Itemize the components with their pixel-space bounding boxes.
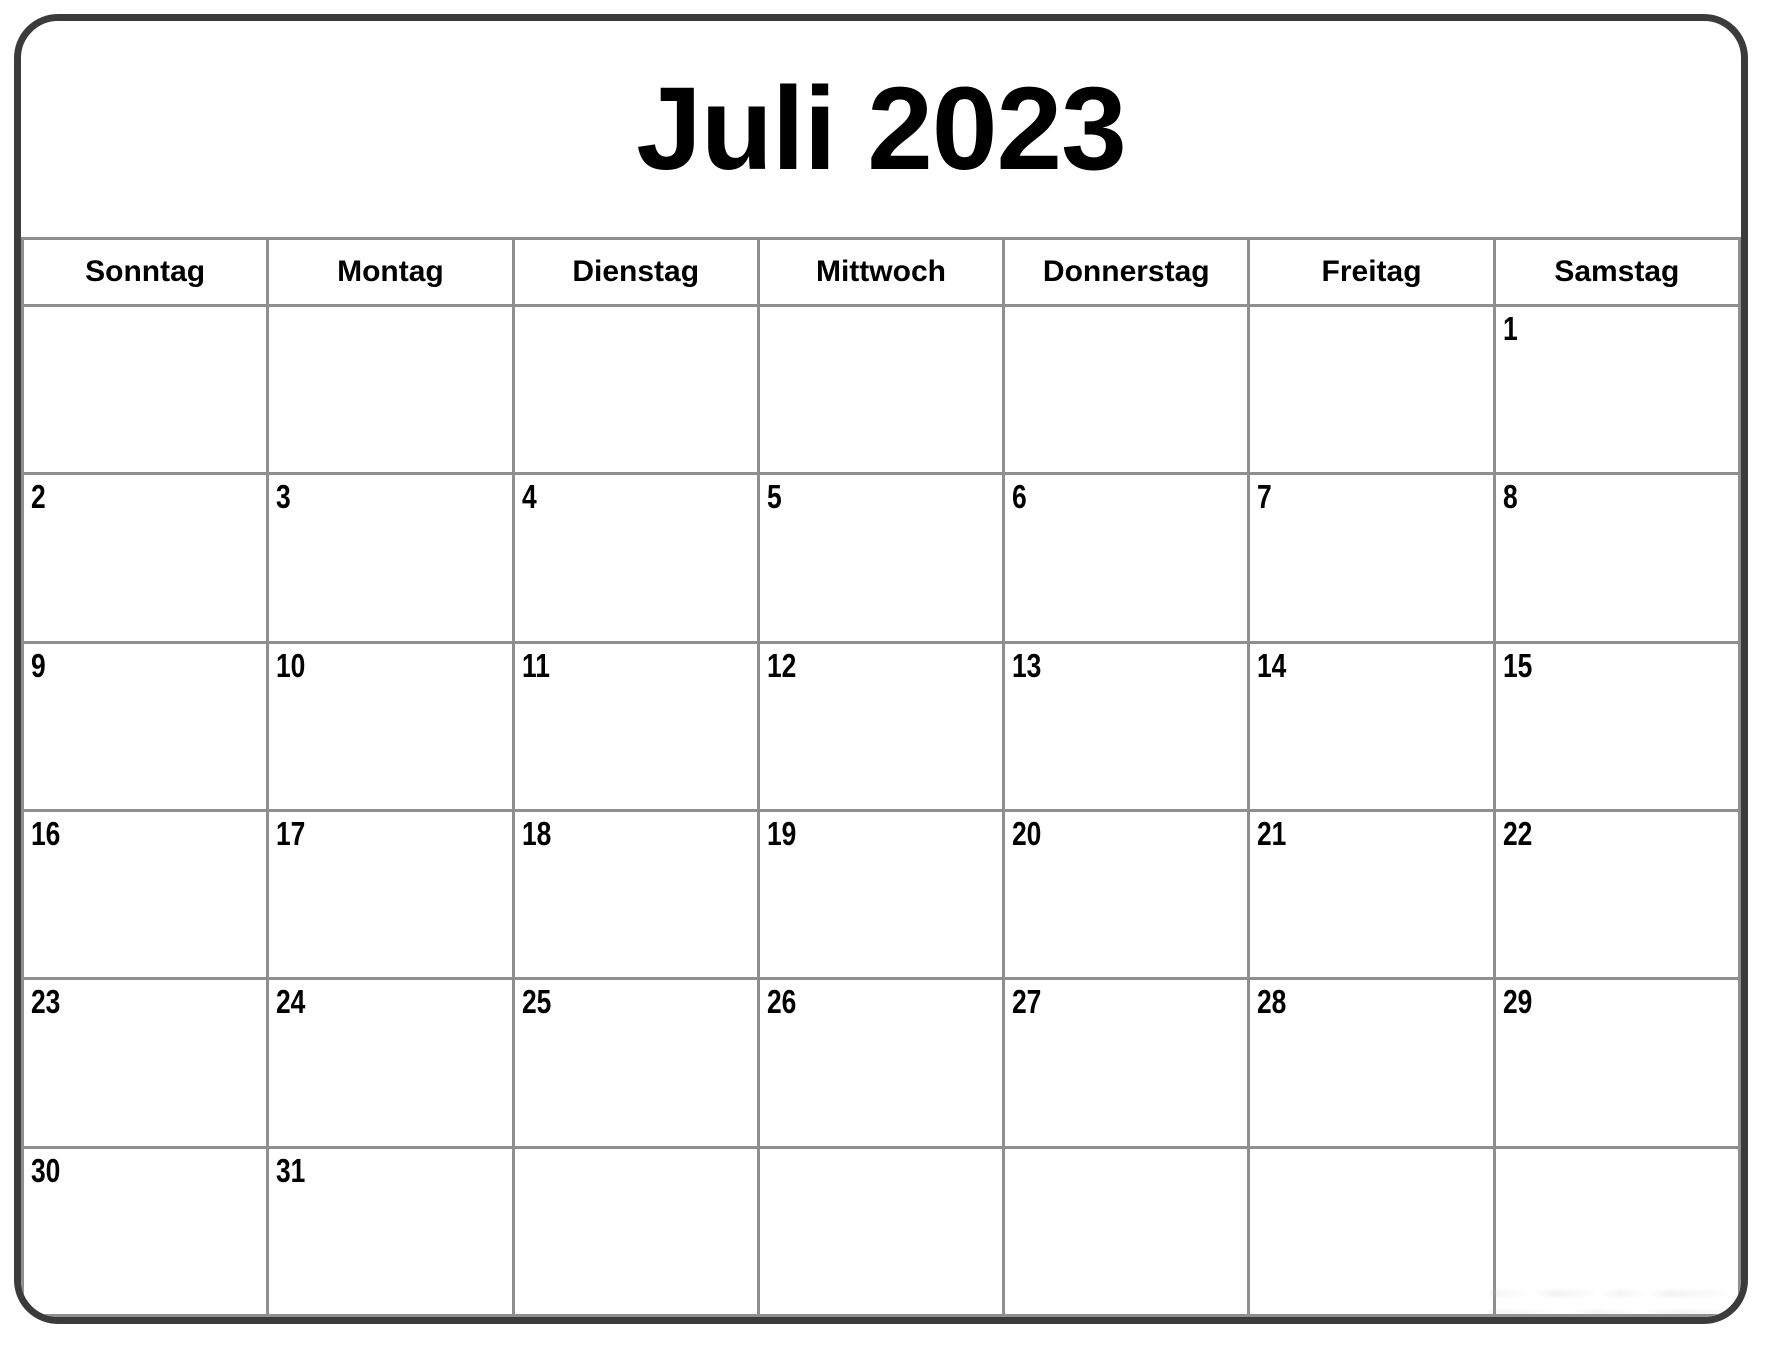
day-cell-13 [1004,642,1249,810]
day-number: 22 [1502,814,1533,852]
day-number: 5 [766,478,782,516]
day-cell-11 [513,642,758,810]
week-row-4 [23,810,1740,978]
week-row-2 [23,474,1740,642]
day-cell-25 [513,979,758,1147]
day-cell-12 [758,642,1003,810]
day-cell-28 [1249,979,1494,1147]
day-number: 25 [521,983,551,1021]
day-number: 17 [276,814,306,852]
day-cell-2 [23,474,268,642]
day-number: 3 [276,478,291,516]
weekday-header-freitag: Freitag [1249,239,1494,306]
weekday-header-donnerstag: Donnerstag [1004,239,1249,306]
day-cell [23,306,268,474]
day-cell [1494,1147,1739,1315]
day-number: 28 [1257,983,1287,1021]
day-number: 30 [31,1151,61,1189]
day-number: 7 [1257,478,1273,516]
day-cell-24 [268,979,513,1147]
day-cell-10 [268,642,513,810]
day-cell-23 [23,979,268,1147]
day-number: 11 [521,646,550,684]
day-cell [1249,306,1494,474]
day-cell-6 [1004,474,1249,642]
day-number: 1 [1502,310,1518,347]
day-cell [758,1147,1003,1315]
day-number: 4 [521,478,537,516]
calendar-frame [14,14,1748,1324]
day-cell-22 [1494,810,1739,978]
day-number: 21 [1257,814,1287,852]
weekday-header-sonntag: Sonntag [23,239,268,306]
day-cell-9 [23,642,268,810]
day-number: 24 [276,983,306,1021]
day-cell-18 [513,810,758,978]
day-number: 20 [1012,814,1042,852]
day-cell-4 [513,474,758,642]
week-row-3 [23,642,1740,810]
day-cell-21 [1249,810,1494,978]
day-cell-31 [268,1147,513,1315]
day-number: 19 [766,814,797,852]
day-number: 29 [1502,983,1533,1021]
day-cell-17 [268,810,513,978]
day-number: 23 [31,983,61,1021]
day-cell-27 [1004,979,1249,1147]
day-number: 26 [766,983,797,1021]
day-number: 14 [1257,646,1287,684]
day-cell [1004,1147,1249,1315]
day-cell-20 [1004,810,1249,978]
weekday-header-montag: Montag [268,239,513,306]
weekday-header-mittwoch: Mittwoch [758,239,1003,306]
day-cell-26 [758,979,1003,1147]
week-row-5 [23,979,1740,1147]
day-cell-30 [23,1147,268,1315]
day-number: 15 [1502,646,1533,684]
day-number: 2 [31,478,46,516]
day-cell-14 [1249,642,1494,810]
weekday-header-row [23,239,1740,306]
day-cell [758,306,1003,474]
day-cell-7 [1249,474,1494,642]
day-number: 16 [31,814,61,852]
month-title: Juli 2023 [636,63,1126,195]
day-cell-15 [1494,642,1739,810]
day-number: 6 [1012,478,1027,516]
day-cell-3 [268,474,513,642]
day-cell-29 [1494,979,1739,1147]
day-cell [268,306,513,474]
day-cell [513,1147,758,1315]
week-row-6 [23,1147,1740,1315]
day-cell-16 [23,810,268,978]
day-cell-5 [758,474,1003,642]
title-row [21,21,1741,237]
day-number: 27 [1012,983,1042,1021]
day-cell [1004,306,1249,474]
day-number: 10 [276,646,306,684]
week-row-1 [23,306,1740,474]
weekday-header-samstag: Samstag [1494,239,1739,306]
day-cell [513,306,758,474]
day-number: 13 [1012,646,1042,684]
day-cell-1 [1494,306,1739,474]
day-number: 8 [1502,478,1518,516]
day-number: 9 [31,646,46,684]
calendar-grid [21,237,1741,1317]
day-cell [1249,1147,1494,1315]
weekday-header-dienstag: Dienstag [513,239,758,306]
day-number: 12 [766,646,797,684]
day-number: 18 [521,814,551,852]
day-cell-19 [758,810,1003,978]
day-cell-8 [1494,474,1739,642]
day-number: 31 [276,1151,306,1189]
